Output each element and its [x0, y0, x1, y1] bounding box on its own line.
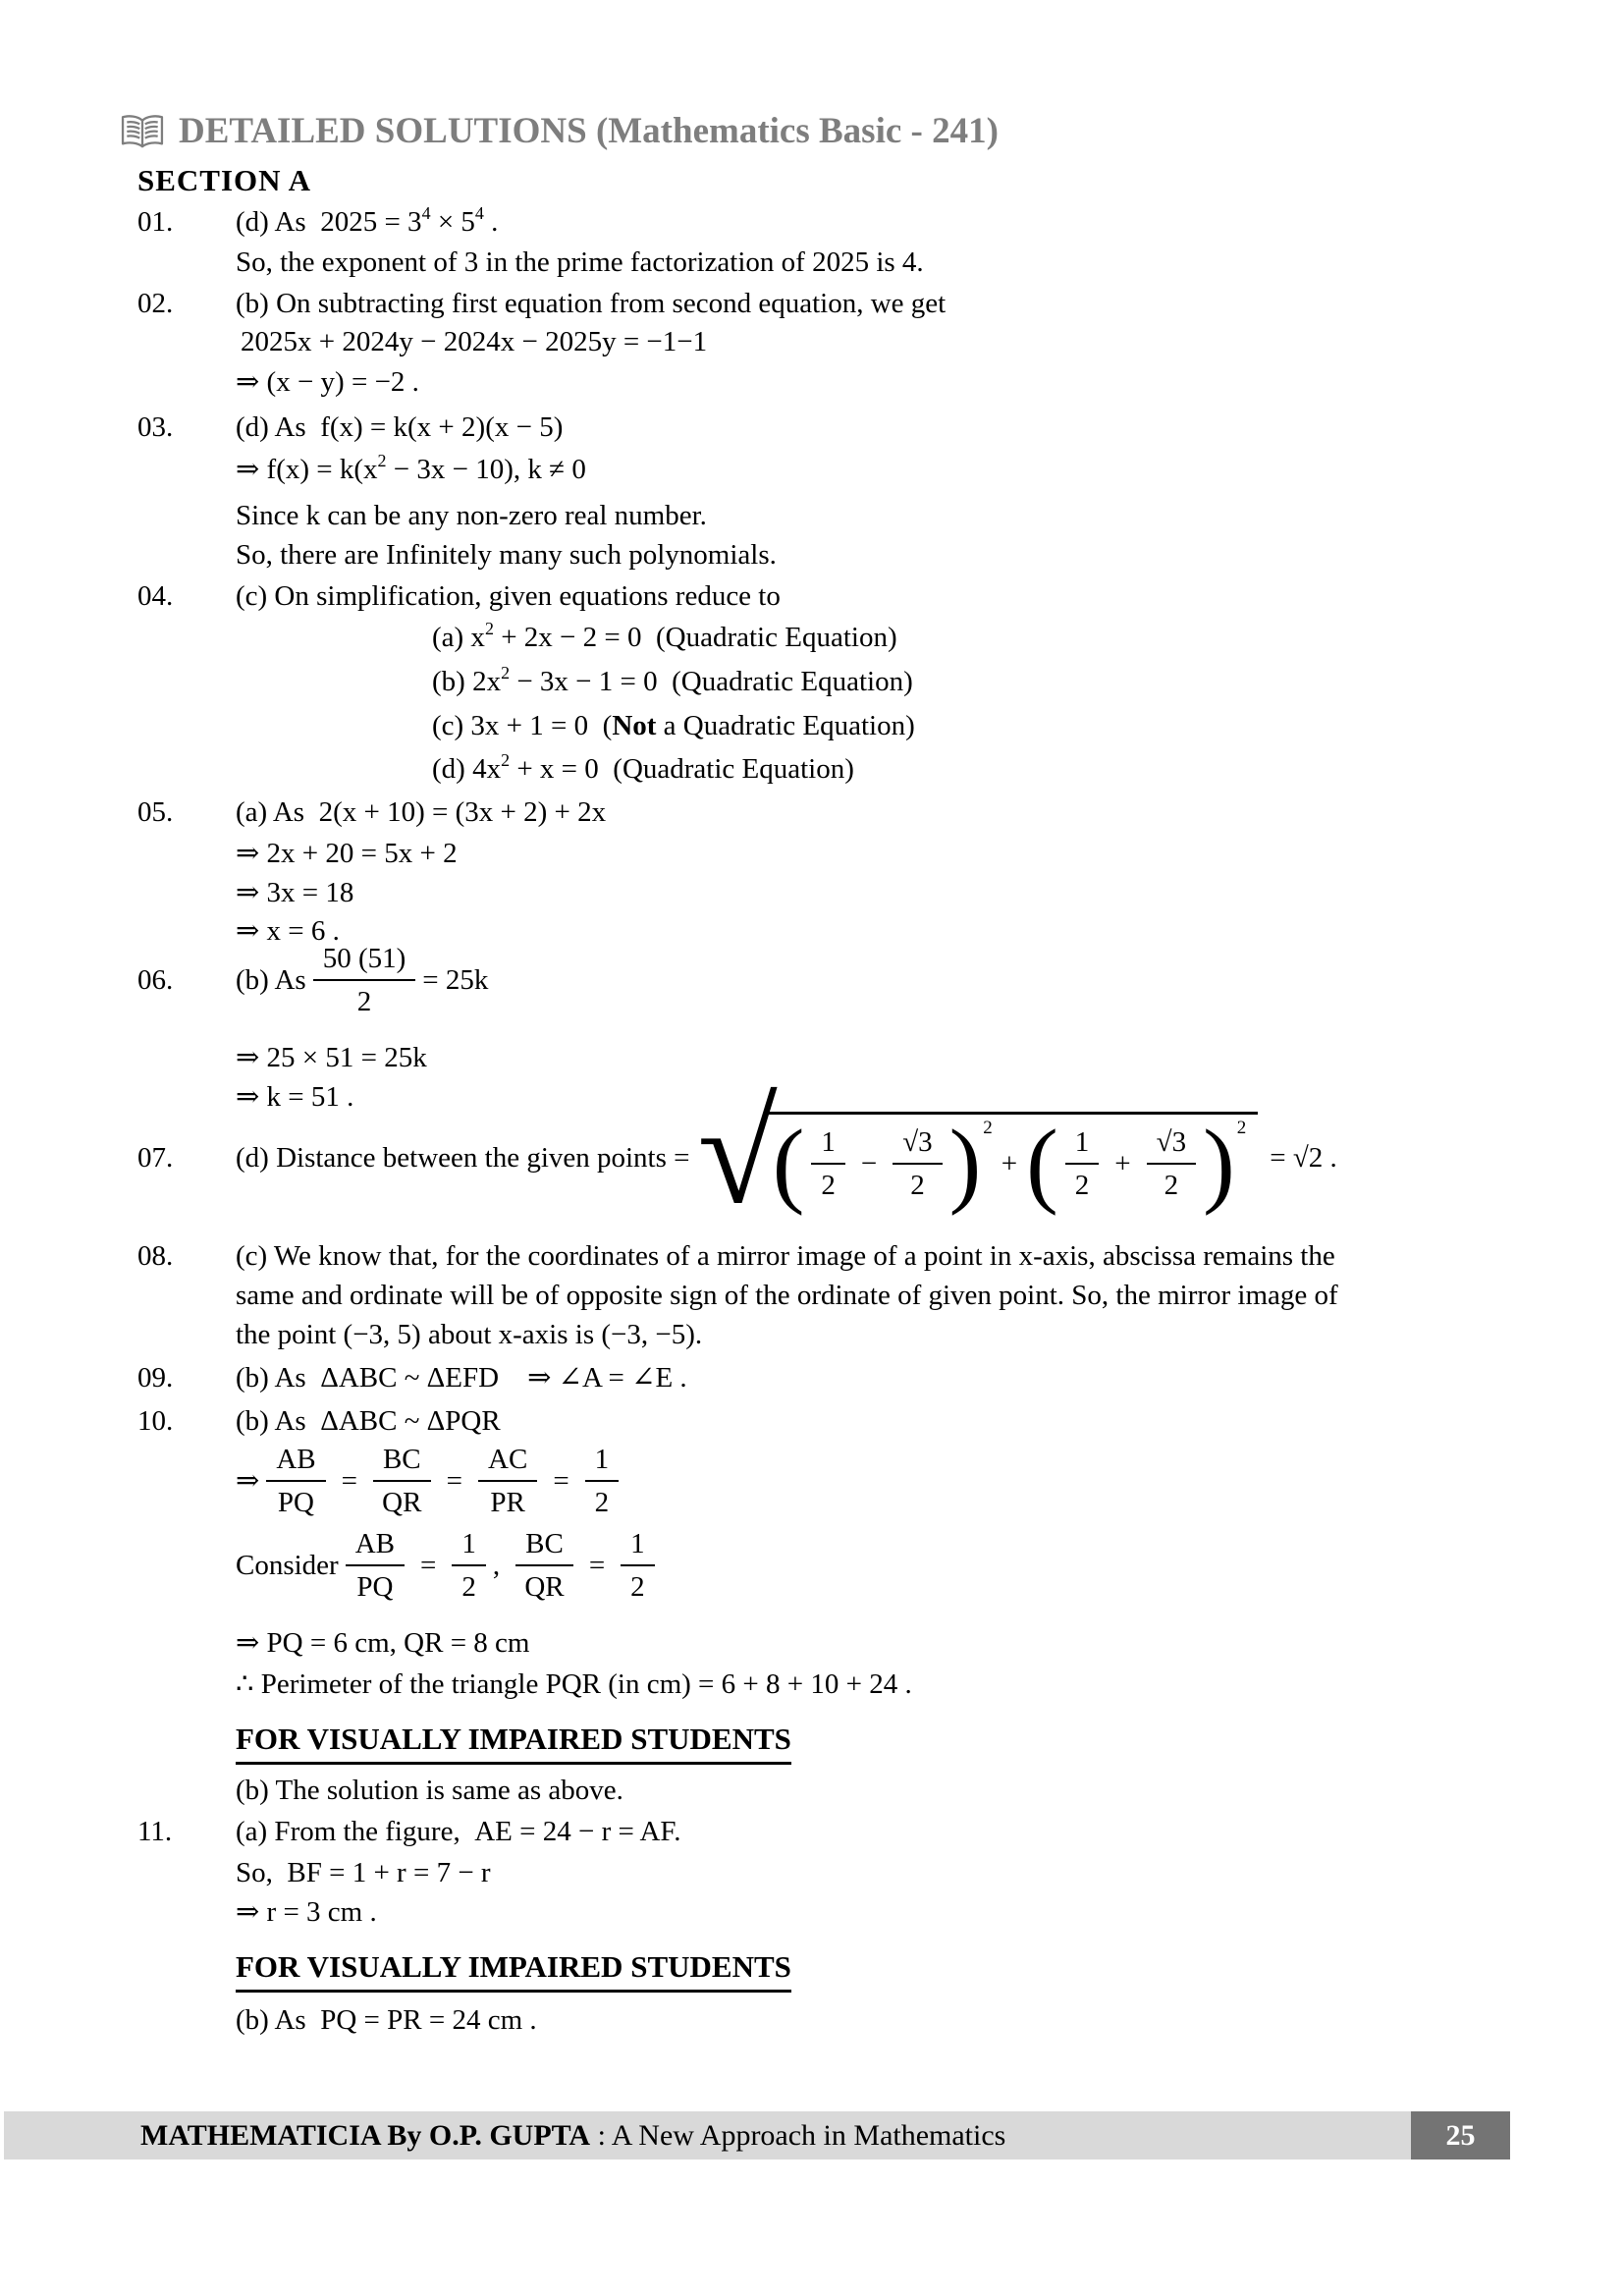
- seg: = √2 .: [1270, 1141, 1337, 1174]
- fraction-denominator: 2: [821, 1170, 836, 1201]
- fraction: [1065, 1124, 1100, 1203]
- operator: =: [588, 1550, 606, 1581]
- math-line: ⇒ 3x = 18: [236, 877, 354, 908]
- operator: +: [1114, 1148, 1131, 1179]
- math-line: [236, 941, 488, 1019]
- solution-q04-option-b: [137, 661, 913, 702]
- exponent: 2: [501, 663, 511, 683]
- heading-text: FOR VISUALLY IMPAIRED STUDENTS: [236, 1719, 791, 1765]
- math-line: [432, 661, 913, 702]
- seg: ,: [492, 1550, 501, 1581]
- math-line: ⇒ 2x + 20 = 5x + 2: [236, 838, 458, 869]
- seg: (d) 4x: [432, 753, 502, 785]
- math-line: (b) As ΔABC ~ ΔPQR: [236, 1405, 501, 1437]
- fraction-numerator: √3: [1147, 1124, 1196, 1165]
- fraction: [266, 1442, 325, 1520]
- math-line: [236, 449, 586, 490]
- fraction-denominator: 2: [594, 1487, 610, 1518]
- exponent: 2: [1236, 1118, 1247, 1138]
- fraction: [811, 1124, 845, 1203]
- math-line: ⇒ x = 6 .: [236, 915, 340, 947]
- footer-bar: [4, 2111, 1411, 2159]
- seg: (c) 3x + 1 = 0 (: [432, 710, 613, 741]
- math-line: ∴ Perimeter of the triangle PQR (in cm) = 6 + 8 + 10 + 24 .: [236, 1668, 912, 1700]
- fraction: [313, 941, 416, 1019]
- solution-q02-line1: [137, 283, 946, 324]
- question-number: 11.: [137, 1816, 173, 1847]
- question-number: 04.: [137, 580, 174, 612]
- fraction: [452, 1526, 486, 1605]
- math-line: ⇒ PQ = 6 cm, QR = 8 cm: [236, 1627, 530, 1659]
- solution-q05-line3: [137, 872, 353, 913]
- operator: =: [553, 1465, 569, 1497]
- math-line: (a) From the figure, AE = 24 − r = AF.: [236, 1816, 681, 1847]
- fvis-body-1: [137, 1770, 623, 1811]
- solution-q04-option-a: [137, 617, 897, 658]
- math-line: [432, 748, 854, 790]
- solution-q10-ratio-row: [137, 1442, 625, 1520]
- bold-word: Not: [612, 710, 657, 741]
- fraction-numerator: AC: [478, 1442, 537, 1482]
- footer-brand: [140, 2119, 1005, 2153]
- math-line: (b) As ΔABC ~ ΔEFD ⇒ ∠A = ∠E .: [236, 1362, 687, 1394]
- text-line: (b) On subtracting first equation from second equation, we get: [236, 288, 947, 319]
- seg: Consider: [236, 1550, 339, 1581]
- solution-q04-option-d: [137, 748, 854, 790]
- fraction-numerator: BC: [373, 1442, 431, 1482]
- operator: =: [341, 1465, 357, 1497]
- seg: a Quadratic Equation): [656, 710, 915, 741]
- solution-q03-line2: [137, 449, 586, 490]
- fraction: [621, 1526, 655, 1605]
- fraction-denominator: 2: [910, 1170, 925, 1201]
- operator: +: [1001, 1148, 1018, 1179]
- math-line: 2025x + 2024y − 2024x − 2025y = −1−1: [241, 326, 708, 357]
- seg: + 2x − 2 = 0 (Quadratic Equation): [493, 622, 897, 653]
- fraction-denominator: 2: [1164, 1170, 1179, 1201]
- solution-q02-line2: [137, 321, 707, 362]
- question-number: 03.: [137, 411, 174, 443]
- question-number: 01.: [137, 206, 174, 238]
- math-line: [236, 1442, 625, 1520]
- page-footer: [4, 2111, 1510, 2159]
- fvis-heading-2: [137, 1946, 791, 1993]
- text-line: the point (−3, 5) about x-axis is (−3, −5).: [236, 1319, 703, 1350]
- solution-q11-line1: [137, 1811, 680, 1852]
- fraction-denominator: QR: [524, 1571, 565, 1603]
- heading-text: FOR VISUALLY IMPAIRED STUDENTS: [236, 1946, 791, 1993]
- math-line: ⇒ (x − y) = −2 .: [236, 366, 419, 398]
- question-number: 02.: [137, 288, 174, 319]
- seg: − 3x − 10), k ≠ 0: [386, 454, 586, 485]
- section-heading: SECTION A: [137, 163, 311, 197]
- radical-expression: √ ( $\frac{1}{2}$ − $\frac{√3}{2}$ ) 2 + ( $\frac{1}{2}$ + $\frac{√3}{2}$ ) 2: [698, 1112, 1259, 1203]
- solution-q09-line1: [137, 1357, 687, 1398]
- operator: ⇒: [236, 1465, 260, 1497]
- fraction-denominator: PR: [490, 1487, 525, 1518]
- operator: −: [860, 1148, 878, 1179]
- seg: (d) As 2025 = 3: [236, 206, 422, 238]
- fraction-denominator: 2: [630, 1571, 645, 1603]
- question-number: 09.: [137, 1362, 174, 1394]
- fraction-denominator: 2: [461, 1571, 476, 1603]
- math-line: (a) As 2(x + 10) = (3x + 2) + 2x: [236, 796, 607, 828]
- page-header: [120, 110, 999, 152]
- solution-q06-line1: [137, 941, 488, 1019]
- math-line: ⇒ 25 × 51 = 25k: [236, 1042, 427, 1073]
- text-line: Since k can be any non-zero real number.: [236, 500, 707, 531]
- radicand: ( $\frac{1}{2}$ − $\frac{√3}{2}$ ) 2 + ( $\frac{1}{2}$ + $\frac{√3}{2}$ ) 2: [769, 1112, 1258, 1203]
- seg: (b) 2x: [432, 666, 502, 697]
- operator: =: [446, 1465, 463, 1497]
- solution-q02-line3: [137, 361, 419, 403]
- fraction: [585, 1442, 620, 1520]
- solution-q08-line2: [137, 1275, 1338, 1316]
- question-number: 07.: [137, 1141, 174, 1174]
- fraction: [515, 1526, 573, 1605]
- seg: = 25k: [422, 964, 489, 996]
- seg: ⇒ f(x) = k(x: [236, 454, 378, 485]
- fraction-denominator: 2: [1074, 1170, 1090, 1201]
- solution-q08-line3: [137, 1314, 702, 1355]
- solution-q03-line3: [137, 495, 707, 536]
- text-line: So, the exponent of 3 in the prime factorization of 2025 is 4.: [236, 246, 924, 278]
- solution-q10-consider-row: [137, 1526, 662, 1605]
- solution-q01-line2: [137, 242, 924, 283]
- open-book-icon: [120, 113, 165, 150]
- fraction-numerator: √3: [893, 1124, 942, 1165]
- seg: × 5: [430, 206, 475, 238]
- fraction-numerator: 1: [621, 1526, 655, 1566]
- exponent: 4: [474, 203, 484, 223]
- math-line: So, BF = 1 + r = 7 − r: [236, 1857, 491, 1888]
- page-number-badge: 25: [1411, 2111, 1510, 2159]
- solution-q05-line1: [137, 792, 606, 833]
- fraction-numerator: AB: [266, 1442, 325, 1482]
- solution-q10-line5: [137, 1664, 912, 1705]
- solution-q01-line1: [137, 201, 498, 243]
- exponent: 2: [501, 750, 511, 770]
- fvis-body-2: [137, 1999, 537, 2041]
- seg: .: [483, 206, 499, 238]
- fraction-numerator: 50 (51): [313, 941, 416, 981]
- footer-brand-rest: : A New Approach in Mathematics: [590, 2118, 1006, 2152]
- fraction: [373, 1442, 431, 1520]
- text-line: (b) As PQ = PR = 24 cm .: [236, 2004, 537, 2036]
- exponent: 2: [484, 619, 494, 638]
- fraction-denominator: 2: [356, 986, 372, 1017]
- fraction-denominator: PQ: [277, 1487, 314, 1518]
- text-line: (c) We know that, for the coordinates of a mirror image of a point in x-axis, abscissa remains the: [236, 1240, 1335, 1272]
- text-line: So, there are Infinitely many such polynomials.: [236, 539, 777, 571]
- seg: (a) x: [432, 622, 485, 653]
- fraction: [478, 1442, 537, 1520]
- seg: − 3x − 1 = 0 (Quadratic Equation): [510, 666, 913, 697]
- exponent: 2: [983, 1118, 993, 1138]
- fraction-numerator: AB: [346, 1526, 405, 1566]
- exponent: 2: [377, 451, 387, 470]
- math-line: ⇒ r = 3 cm .: [236, 1896, 377, 1928]
- solution-q10-line1: [137, 1400, 501, 1442]
- math-line: ⇒ k = 51 .: [236, 1081, 354, 1113]
- solution-q11-line2: [137, 1852, 491, 1893]
- solution-q08-line1: [137, 1235, 1335, 1277]
- math-line: (d) As f(x) = k(x + 2)(x − 5): [236, 411, 564, 443]
- solution-q03-line4: [137, 534, 777, 575]
- solution-q05-line2: [137, 833, 458, 874]
- fraction: [893, 1124, 942, 1203]
- solution-q06-line2: [137, 1037, 427, 1078]
- text-line: same and ordinate will be of opposite sign of the ordinate of given point. So, the mirror image of: [236, 1280, 1338, 1311]
- math-line: [432, 705, 915, 746]
- fvis-heading-1: [137, 1719, 791, 1765]
- solution-q04-line1: [137, 575, 781, 617]
- exponent: 4: [421, 203, 431, 223]
- fraction: [1147, 1124, 1196, 1203]
- math-line: [236, 201, 498, 243]
- fraction-denominator: QR: [382, 1487, 422, 1518]
- seg: (d) Distance between the given points =: [236, 1141, 690, 1174]
- operator: =: [420, 1550, 437, 1581]
- fraction-numerator: 1: [452, 1526, 486, 1566]
- math-line: [432, 617, 897, 658]
- solution-q11-line3: [137, 1891, 377, 1933]
- page-title: DETAILED SOLUTIONS (Mathematics Basic - 241): [179, 111, 999, 151]
- question-number: 06.: [137, 964, 174, 996]
- fraction-denominator: PQ: [356, 1571, 394, 1603]
- text-line: (b) The solution is same as above.: [236, 1775, 623, 1806]
- footer-brand-bold: MATHEMATICIA By O.P. GUPTA: [140, 2118, 591, 2152]
- seg: (b) As: [236, 964, 306, 996]
- question-number: 10.: [137, 1405, 174, 1437]
- fraction-numerator: 1: [1065, 1124, 1100, 1165]
- seg: + x = 0 (Quadratic Equation): [510, 753, 854, 785]
- fraction: [346, 1526, 405, 1605]
- question-number: 05.: [137, 796, 174, 828]
- fraction-numerator: 1: [811, 1124, 845, 1165]
- fraction-numerator: 1: [585, 1442, 620, 1482]
- solution-q04-option-c: [137, 705, 915, 746]
- question-number: 08.: [137, 1240, 174, 1272]
- math-line: [236, 1526, 662, 1605]
- text-line: (c) On simplification, given equations reduce to: [236, 580, 781, 612]
- fraction-numerator: BC: [515, 1526, 573, 1566]
- solution-q03-line1: [137, 407, 563, 448]
- solution-q10-line4: [137, 1622, 529, 1664]
